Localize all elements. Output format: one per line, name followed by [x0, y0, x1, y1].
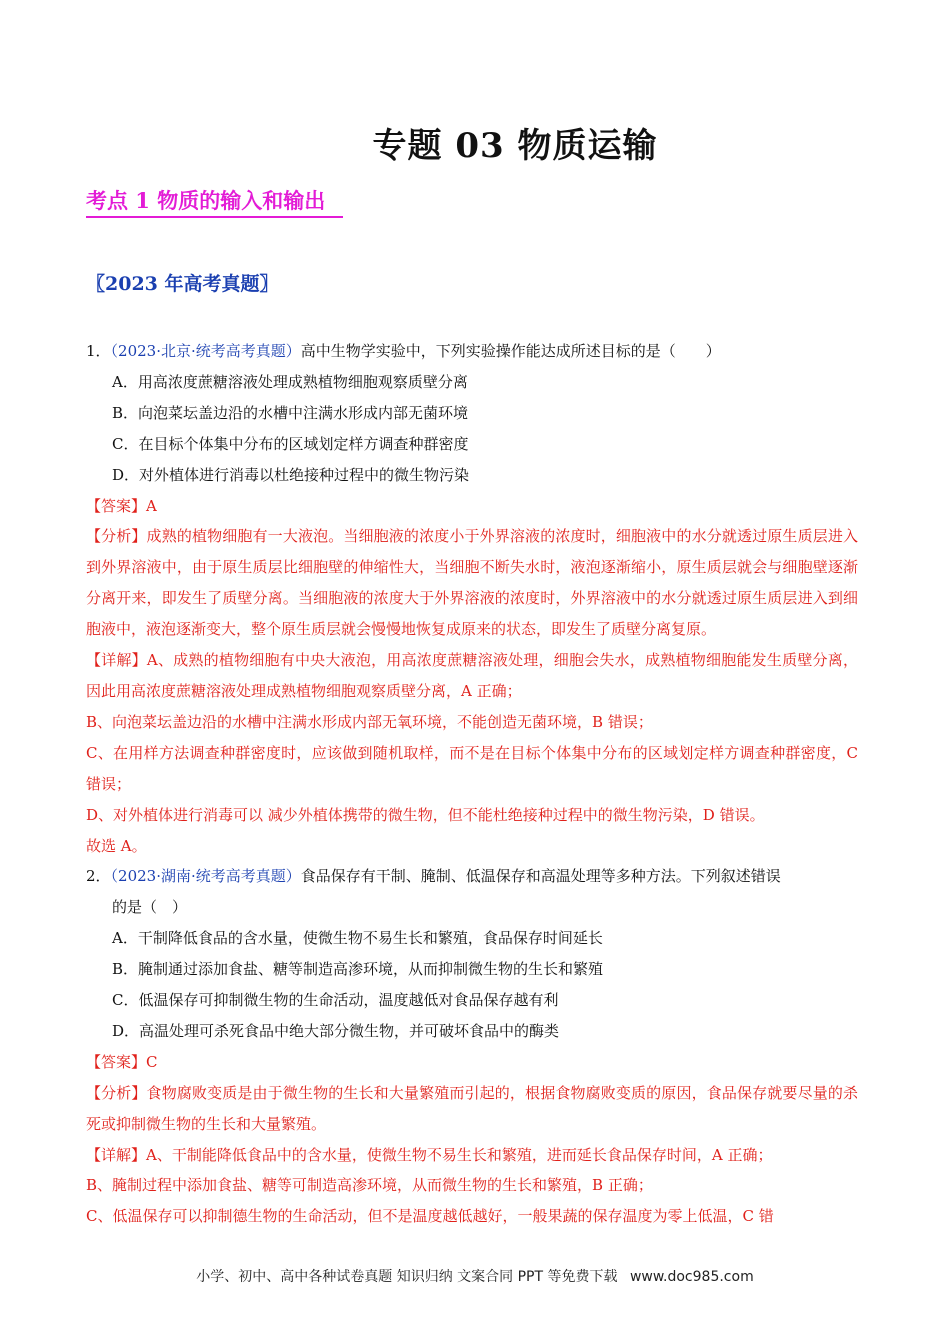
question-content — [86, 336, 858, 1232]
question-text: 食品保存有干制、腌制、低温保存和高温处理等多种方法。下列叙述错误 — [300, 867, 781, 886]
option-b: B．向泡菜坛盖边沿的水槽中注满水形成内部无菌环境 — [112, 403, 469, 422]
option-b: B．腌制通过添加食盐、糖等制造高渗环境，从而抑制微生物的生长和繁殖 — [112, 960, 604, 979]
analysis: 【分析】成熟的植物细胞有一大液泡。当细胞液的浓度小于外界溶液的浓度时，细胞液中的水分就透过原生质层进入到外界溶液中，由于原生质层比细胞壁的伸缩性大，当细胞不断失水时，液泡逐渐缩小，原生质层就会与细胞壁逐渐分离开来，即发生了质壁分离。当细胞液的浓度大于外界溶液的浓度时，外界溶液中的水分就透过原生质层进入到细胞液中，液泡逐渐变大，整个原生质层就会慢慢地恢复成原来的状态，即发生了质壁分离复原。 — [86, 527, 858, 639]
conclusion: 故选 A。 — [86, 836, 147, 855]
question-number: 1． — [86, 342, 111, 360]
analysis: 【分析】食物腐败变质是由于微生物的生长和大量繁殖而引起的，根据食物腐败变质的原因，食品保存就要尽量的杀死或抑制微生物的生长和大量繁殖。 — [86, 1083, 858, 1133]
question-source: （2023·北京·统考高考真题） — [110, 342, 301, 360]
option-a: A．用高浓度蔗糖溶液处理成熟植物细胞观察质壁分离 — [112, 372, 468, 391]
question-2-stem — [86, 861, 858, 892]
question-text: 高中生物学实验中，下列实验操作能达成所述目标的是（ ） — [300, 342, 721, 360]
footer-link[interactable]: www.doc985.com — [629, 1269, 754, 1285]
option-c: C．低温保存可抑制微生物的生命活动，温度越低对食品保存越有利 — [112, 991, 559, 1010]
option-d: D．高温处理可杀死食品中绝大部分微生物，并可破坏食品中的酶类 — [112, 1021, 560, 1040]
detail-line: C、低温保存可以抑制德生物的生命活动，但不是温度越低越好，一般果蔬的保存温度为零上低温，C 错 — [86, 1207, 774, 1226]
page-title: 专题 03 物质运输 — [372, 126, 658, 166]
question-text-continued: 的是（ ） — [112, 898, 188, 917]
answer: 【答案】C — [86, 1052, 158, 1071]
detail-line: D、对外植体进行消毒可以 减少外植体携带的微生物，但不能杜绝接种过程中的微生物污染，D 错误。 — [86, 805, 765, 824]
detail-line: 【详解】A、干制能降低食品中的含水量，使微生物不易生长和繁殖，进而延长食品保存时间，A 正确； — [86, 1145, 773, 1164]
detail-line: B、腌制过程中添加食盐、糖等可制造高渗环境，从而微生物的生长和繁殖，B 正确； — [86, 1176, 653, 1195]
detail-line: C、在用样方法调查种群密度时，应该做到随机取样，而不是在目标个体集中分布的区域划定样方调查种群密度，C 错误； — [86, 743, 858, 793]
option-a: A．干制降低食品的含水量，使微生物不易生长和繁殖，食品保存时间延长 — [112, 929, 603, 948]
question-1-stem — [86, 336, 858, 367]
page-footer — [0, 1266, 950, 1286]
section-heading: 考点 1 物质的输入和输出 — [86, 186, 343, 218]
year-header: 〖2023 年高考真题〗 — [86, 273, 279, 295]
question-source: （2023·湖南·统考高考真题） — [110, 867, 301, 886]
question-number: 2． — [86, 867, 111, 886]
detail-line: B、向泡菜坛盖边沿的水槽中注满水形成内部无氧环境，不能创造无菌环境，B 错误； — [86, 712, 653, 731]
answer: 【答案】A — [86, 496, 157, 515]
detail-line: 【详解】A、成熟的植物细胞有中央大液泡，用高浓度蔗糖溶液处理，细胞会失水，成熟植物细胞能发生质壁分离，因此用高浓度蔗糖溶液处理成熟植物细胞观察质壁分离，A 正确； — [86, 651, 858, 700]
option-c: C．在目标个体集中分布的区域划定样方调查种群密度 — [112, 434, 469, 453]
option-d: D．对外植体进行消毒以杜绝接种过程中的微生物污染 — [112, 465, 470, 484]
footer-text: 小学、初中、高中各种试卷真题 知识归纳 文案合同 PPT 等免费下载 — [196, 1269, 618, 1285]
